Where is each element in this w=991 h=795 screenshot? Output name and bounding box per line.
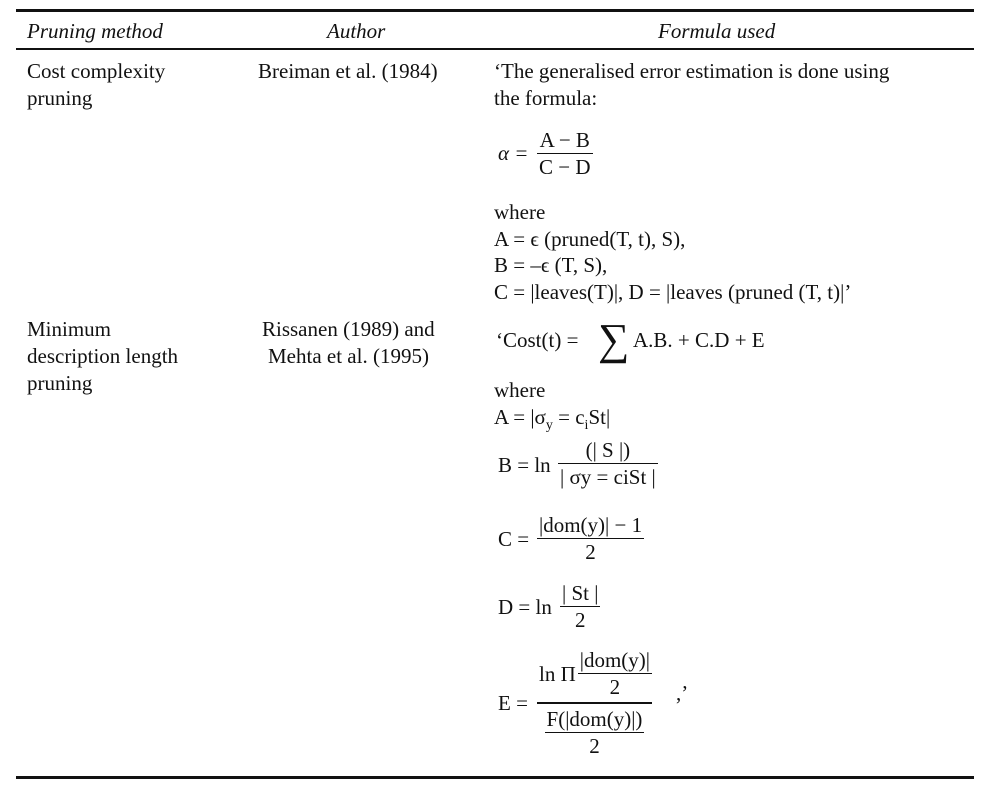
table-top-rule xyxy=(16,9,974,12)
header-pruning-method: Pruning method xyxy=(27,19,163,43)
header-author: Author xyxy=(327,19,386,43)
alpha-numerator: A − B xyxy=(539,128,590,152)
table-header-rule xyxy=(16,48,974,50)
row1-author: Breiman et al. (1984) xyxy=(258,59,438,83)
def-a: $A = |\sigma_y = c_iSt|$ xyxy=(494,405,611,434)
table-bottom-rule xyxy=(16,776,974,779)
sum-symbol: ∑ xyxy=(598,315,630,364)
header-formula: Formula used xyxy=(658,19,776,43)
alpha-denominator: C − D xyxy=(539,155,591,180)
